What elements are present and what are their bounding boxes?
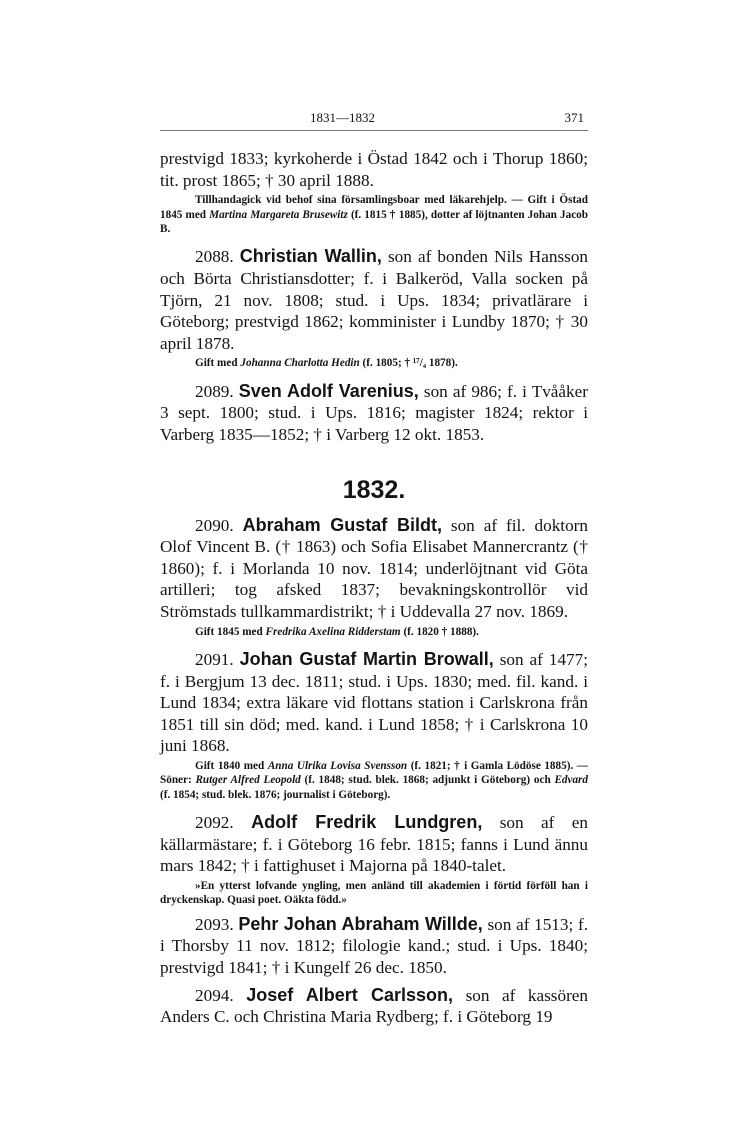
son-name: Rutger Alfred Leopold (195, 774, 301, 787)
running-header (160, 108, 586, 128)
entry-2089: 2089. Sven Adolf Varenius, son af 986; f. i Tvååker 3 sept. 1800; stud. i Ups. 1816; magister 1824; rektor i Varberg 1835—1852; † i Varberg 12 okt. 1853. (160, 380, 588, 444)
entry-name: Josef Albert Carlsson, (246, 984, 454, 1005)
entry-name: Adolf Fredrik Lundgren, (251, 812, 483, 833)
year-heading: 1832. (342, 475, 406, 504)
entry-2092-note: »En ytterst lofvande yngling, men anländ till akademien i förtid förföll han i dryckenskap. Quasi poet. Oäkta född.» (160, 879, 588, 907)
entry-2094: 2094. Josef Albert Carlsson, son af kassören Anders C. och Christina Maria Rydberg; f. i Göteborg 19 (160, 984, 589, 1027)
entry-name: Pehr Johan Abraham Willde, (238, 913, 483, 934)
wife-name: Fredrika Axelina Ridderstam (265, 625, 401, 638)
entry-2088: 2088. Christian Wallin, son af bonden Nils Hansson och Börta Christiansdotter; f. i Balkeröd, Valla socken på Tjörn, 21 nov. 1808; stud. i Ups. 1834; privatlärare i Göteborg; prestvigd 1862; komminister i Lundby 1870; † 30 april 1878. (160, 246, 589, 353)
entry-2092: 2092. Adolf Fredrik Lundgren, son af en källarmästare; f. i Göteborg 16 febr. 1815; fanns i Lund ännu mars 1842; † i fattighuset i Majorna på 1840-talet. (160, 812, 589, 876)
wife-name: Johanna Charlotta Hedin (240, 357, 360, 370)
entry-name: Christian Wallin, (239, 246, 382, 267)
entry-2090: 2090. Abraham Gustaf Bildt, son af fil. doktorn Olof Vincent B. († 1863) och Sofia Elisabet Mannercrantz († 1860); f. i Morlanda 10 nov. 1814; underlöjtnant vid Göta artilleri; tog afsked 1837; bevakningskontrollör vid Strömstads tullkammardistrikt; † i Uddevalla 27 nov. 1869. (160, 514, 588, 621)
entry-2091-note: Gift 1840 med Anna Ulrika Lovisa Svensson (f. 1821; † i Gamla Lödöse 1885). — Söner: Rutger Alfred Leopold (f. 1848; stud. blek. 1868; adjunkt i Göteborg) och Edvard (f. 1854; stud. blek. 1876; journalist i Göteborg). (160, 759, 588, 801)
entry-2091: 2091. Johan Gustaf Martin Browall, son af 1477; f. i Bergjum 13 dec. 1811; stud. i Ups. 1830; med. fil. kand. i Lund 1834; extra läkare vid flottans station i Carlskrona från 1851 till sin död; med. kand. i Lund 1858; † i Carlskrona 10 juni 1868. (160, 648, 589, 756)
entry-number: 2094. (195, 985, 234, 1005)
entry-2090-note: Gift 1845 med Fredrika Axelina Ridderstam (f. 1820 † 1888). (195, 625, 479, 638)
entry-name: Johan Gustaf Martin Browall, (239, 648, 494, 669)
entry-name: Abraham Gustaf Bildt, (242, 514, 442, 535)
wife-name: Anna Ulrika Lovisa Svensson (267, 759, 408, 772)
entry-number: 2088. (195, 247, 234, 267)
entry-2093: 2093. Pehr Johan Abraham Willde, son af 1513; f. i Thorsby 11 nov. 1812; filologie kand.; stud. i Ups. 1840; prestvigd 1841; † i Kungelf 26 dec. 1850. (160, 913, 588, 977)
page-body (160, 148, 588, 1028)
entry-number: 2093. (195, 914, 234, 934)
entry-continued-note: Tillhandagick vid behof sina församlingsboar med läkarehjelp. — Gift i Östad 1845 med Martina Margareta Brusewitz (f. 1815 † 1885), dotter af löjtnanten Johan Jacob B. (160, 194, 588, 235)
entry-number: 2092. (195, 813, 234, 833)
header-rule (160, 130, 588, 131)
wife-name: Martina Margareta Brusewitz (209, 208, 348, 221)
entry-continued-text: prestvigd 1833; kyrkoherde i Östad 1842 och i Thorup 1860; tit. prost 1865; † 30 april 1888. (160, 149, 588, 190)
header-year-range: 1831—1832 (310, 110, 375, 125)
entry-2088-note: Gift med Johanna Charlotta Hedin (f. 1805; † ¹⁷/₄ 1878). (195, 357, 458, 370)
son-name: Edvard (554, 774, 588, 787)
entry-name: Sven Adolf Varenius, (238, 380, 419, 401)
page-number: 371 (564, 110, 584, 125)
entry-number: 2089. (195, 381, 234, 401)
entry-number: 2090. (195, 515, 234, 535)
entry-number: 2091. (195, 649, 234, 669)
